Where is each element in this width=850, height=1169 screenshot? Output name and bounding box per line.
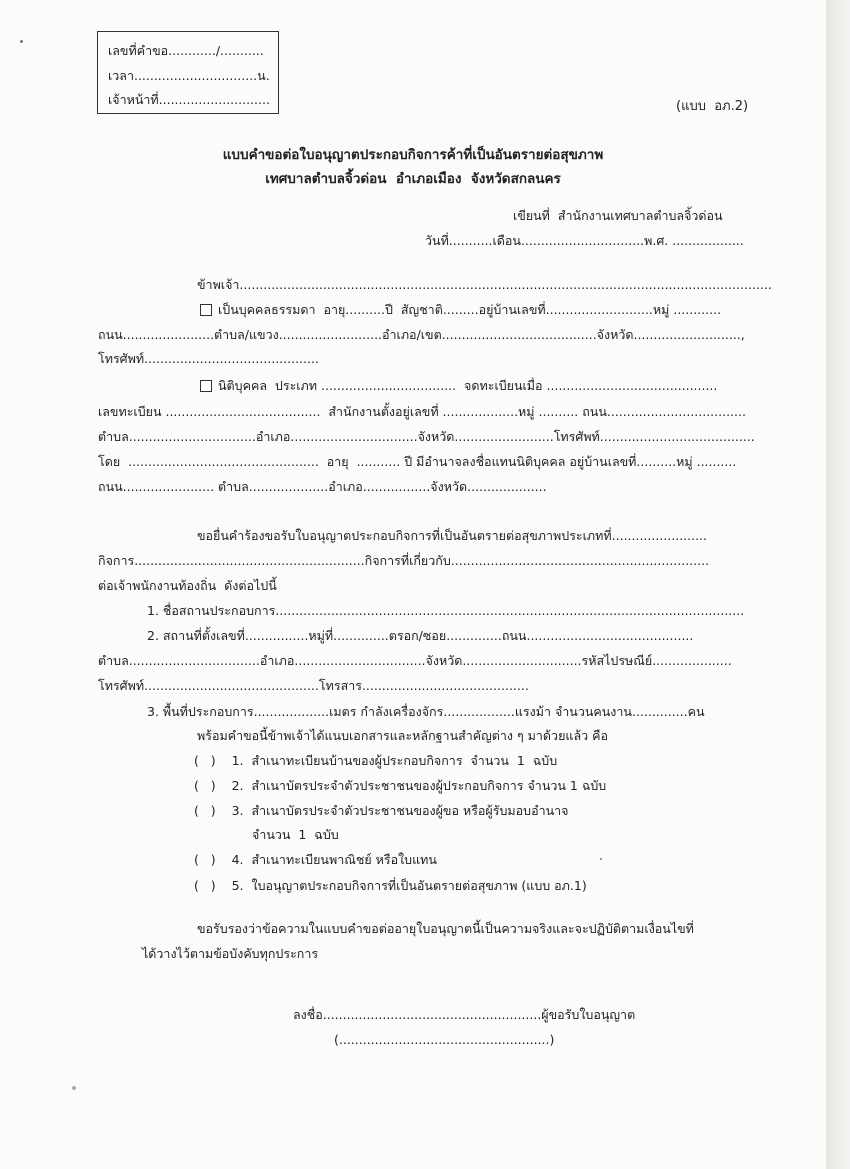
paper-speck <box>600 858 602 860</box>
attachment-4-text: 4. สำเนาทะเบียนพาณิชย์ หรือใบแทน <box>231 852 437 867</box>
attachment-2 <box>194 778 606 794</box>
item-area: 3. พื้นที่ประกอบการ...................เมตร กำลังเครื่องจักร..................แรงม้า จำนวนคนงาน..............คน <box>147 704 705 719</box>
attachment-4-mark[interactable]: ( ) <box>194 852 216 867</box>
attachment-2-mark[interactable]: ( ) <box>194 778 216 793</box>
item-location: 2. สถานที่ตั้งเลขที่................หมู่ที่..............ตรอก/ซอย..............ถนน.......................................... <box>147 628 694 643</box>
item-business-name: 1. ชื่อสถานประกอบการ...................................................................................................................... <box>147 603 745 618</box>
certify-line-2: ได้วางไว้ตามข้อบังคับทุกประการ <box>142 946 319 961</box>
juristic-person-line-5: ถนน....................... ตำบล....................อำเภอ.................จังหวัด.................... <box>98 479 547 494</box>
office-stamp-box <box>97 31 279 114</box>
date-line: วันที่...........เดือน...............................พ.ศ. .................. <box>425 233 744 248</box>
attachment-4 <box>194 852 437 868</box>
paper-speck <box>72 1086 76 1090</box>
attachment-5-mark[interactable]: ( ) <box>194 878 216 893</box>
request-number-field: เลขที่คำขอ............/........... <box>108 43 264 58</box>
written-at: เขียนที่ สำนักงานเทศบาลตำบลจิ้วด่อน <box>513 208 723 223</box>
form-title: แบบคำขอต่อใบอนุญาตประกอบกิจการค้าที่เป็นอันตรายต่อสุขภาพ <box>222 147 604 163</box>
signature-line: ลงชื่อ.......................................................ผู้ขอรับใบอนุญาต <box>293 1007 636 1022</box>
natural-person-label: เป็นบุคคลธรรมดา อายุ..........ปี สัญชาติ.........อยู่บ้านเลขที่...........................หมู่ ............ <box>218 302 722 317</box>
natural-person-line-1 <box>200 302 721 318</box>
request-line-1: ขอยื่นคำร้องขอรับใบอนุญาตประกอบกิจการที่เป็นอันตรายต่อสุขภาพประเภทที่........................ <box>197 528 708 543</box>
form-subtitle: เทศบาลตำบลจิ้วด่อน อำเภอเมือง จังหวัดสกลนคร <box>265 171 561 187</box>
request-line-2: กิจการ..........................................................กิจการที่เกี่ยวกับ................................................................. <box>98 553 710 568</box>
item-location-cont: ตำบล.................................อำเภอ.................................จังหวัด..............................รหัสไปรษณีย์.................... <box>98 653 732 668</box>
attachment-1-mark[interactable]: ( ) <box>194 753 216 768</box>
attachment-3 <box>194 803 569 819</box>
juristic-person-line-4: โดย ................................................ อายุ ........... ปี มีอำนาจลงชื่อแทนนิติบุคคล อยู่บ้านเลขที่..........หมู่ .......... <box>98 454 737 469</box>
attachment-1 <box>194 753 557 769</box>
attachment-3-cont: จำนวน 1 ฉบับ <box>252 827 339 842</box>
attachment-2-text: 2. สำเนาบัตรประจำตัวประชาชนของผู้ประกอบกิจการ จำนวน 1 ฉบับ <box>231 778 607 793</box>
attachment-3-mark[interactable]: ( ) <box>194 803 216 818</box>
juristic-person-line-3: ตำบล................................อำเภอ................................จังหวัด.........................โทรศัพท์....................................... <box>98 429 755 444</box>
certify-line-1: ขอรับรองว่าข้อความในแบบคำขอต่ออายุใบอนุญาตนี้เป็นความจริงและจะปฏิบัติตามเงื่อนไขที่ <box>197 921 694 936</box>
natural-person-checkbox[interactable] <box>200 304 212 316</box>
juristic-person-checkbox[interactable] <box>200 380 212 392</box>
juristic-person-line-2: เลขทะเบียน ....................................... สำนักงานตั้งอยู่เลขที่ ...................หมู่ .......... ถนน................................... <box>98 404 746 419</box>
natural-person-line-3: โทรศัพท์............................................ <box>98 351 319 366</box>
attachment-5 <box>194 878 587 894</box>
attachment-1-text: 1. สำเนาทะเบียนบ้านของผู้ประกอบกิจการ จำนวน 1 ฉบับ <box>231 753 558 768</box>
juristic-person-label: นิติบุคคล ประเภท .................................. จดทะเบียนเมื่อ ........................................... <box>218 378 718 393</box>
attachment-5-text: 5. ใบอนุญาตประกอบกิจการที่เป็นอันตรายต่อสุขภาพ (แบบ อภ.1) <box>231 878 587 893</box>
natural-person-line-2: ถนน.......................ตำบล/แขวง..........................อำเภอ/เขต.......................................จังหวัด..........................., <box>98 327 745 342</box>
time-field: เวลา...............................น. <box>108 68 270 83</box>
attachments-intro: พร้อมคำขอนี้ข้าพเจ้าได้แนบเอกสารและหลักฐานสำคัญต่าง ๆ มาด้วยแล้ว คือ <box>197 728 608 743</box>
attachment-3-text: 3. สำเนาบัตรประจำตัวประชาชนของผู้ขอ หรือผู้รับมอบอำนาจ <box>231 803 569 818</box>
form-code: (แบบ อภ.2) <box>676 99 749 114</box>
item-phone-fax: โทรศัพท์............................................โทรสาร.......................................... <box>98 678 529 693</box>
signature-name: (.....................................................) <box>334 1032 555 1047</box>
paper-speck <box>20 40 23 43</box>
applicant-name-line: ข้าพเจ้า...................................................................................................................................... <box>197 277 772 292</box>
scan-edge <box>826 0 850 1169</box>
officer-field: เจ้าหน้าที่............................ <box>108 92 270 107</box>
request-line-3: ต่อเจ้าพนักงานท้องถิ่น ดังต่อไปนี้ <box>98 578 277 593</box>
juristic-person-line-1 <box>200 378 717 394</box>
